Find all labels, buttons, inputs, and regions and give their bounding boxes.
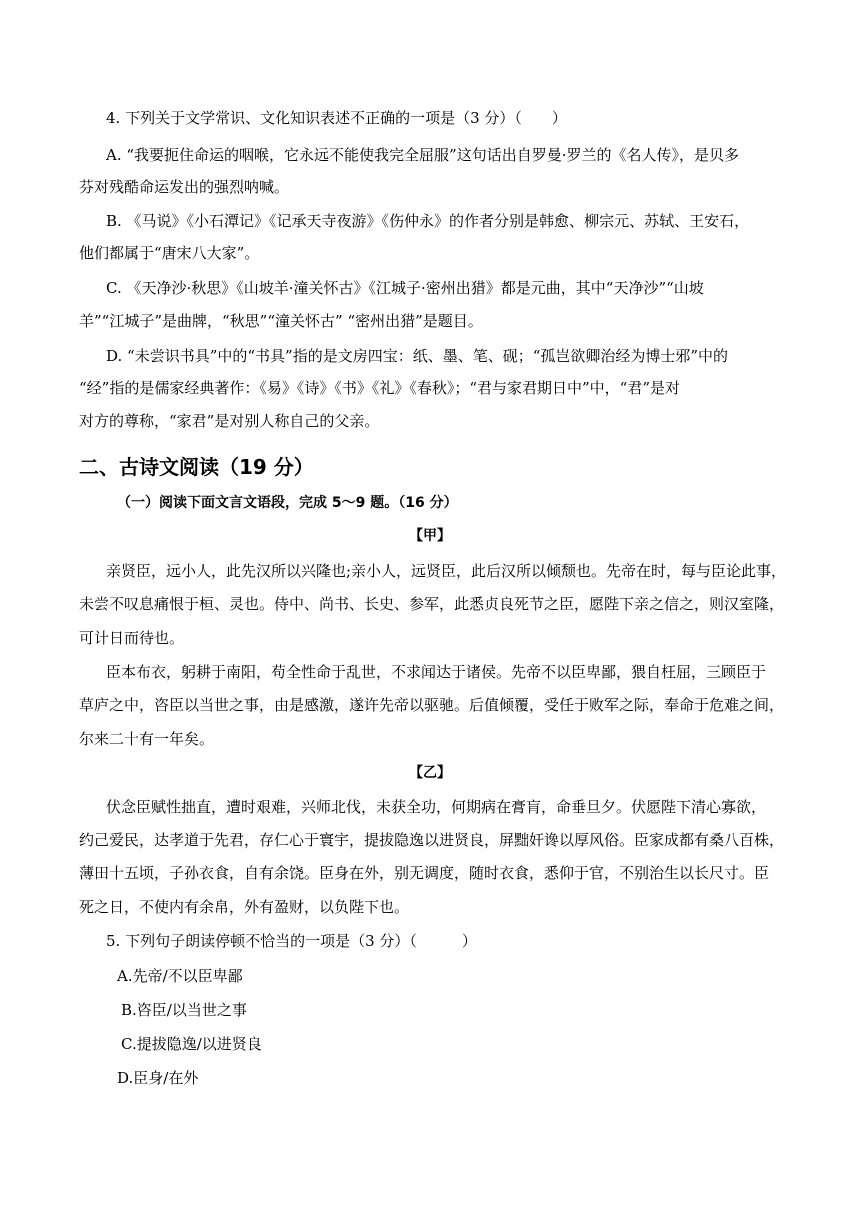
passage-yi-line-1: 伏念臣赋性拙直，遭时艰难，兴师北伐，未获全功，何期病在膏肓，命垂旦夕。伏愿陛下清心寡欲， [106, 798, 767, 816]
section-heading: 二、古诗文阅读（19 分） [79, 455, 314, 479]
question-5-option-d: D.臣身/在外 [117, 1069, 199, 1087]
passage-yi-line-4: 死之日，不使内有余帛，外有盈财，以负陛下也。 [79, 898, 410, 916]
passage-jia-p1-line-3: 可计日而待也。 [79, 629, 185, 647]
question-4-option-b-line-1: B. 《马说》《小石潭记》《记承天寺夜游》《伤仲永》的作者分别是韩愈、柳宗元、苏轼、王安石， [106, 212, 750, 230]
question-4-option-c-line-2: 羊”“江城子”是曲牌，“秋思”“潼关怀古” “密州出猎”是题目。 [79, 312, 483, 330]
passage-jia-label: 【甲】 [409, 528, 451, 544]
passage-yi-label: 【乙】 [409, 765, 451, 781]
passage-yi-line-2: 约己爱民，达孝道于先君，存仁心于寰宇，提拔隐逸以进贤良，屏黜奸谗以厚风俗。臣家成都有桑八百株， [79, 831, 785, 849]
passage-jia-p2-line-1: 臣本布衣，躬耕于南阳，苟全性命于乱世，不求闻达于诸侯。先帝不以臣卑鄙，猥自枉屈，三顾臣于 [106, 663, 767, 681]
question-4-option-c-line-1: C. 《天净沙·秋思》《山坡羊·潼关怀古》《江城子·密州出猎》都是元曲，其中“天净沙”“山坡 [106, 279, 704, 297]
question-4-option-d-line-2: “经”指的是儒家经典著作：《易》《诗》《书》《礼》《春秋》；“君与家君期日中”中，“君”是对 [79, 379, 681, 397]
passage-yi-line-3: 薄田十五顷，子孙衣食，自有余饶。臣身在外，别无调度，随时衣食，悉仰于官，不别治生以长尺寸。臣 [79, 864, 770, 882]
passage-jia-p1-line-2: 未尝不叹息痛恨于桓、灵也。侍中、尚书、长史、参军，此悉贞良死节之臣，愿陛下亲之信之，则汉室隆， [79, 595, 785, 613]
passage-jia-p2-line-3: 尔来二十有一年矣。 [79, 730, 215, 748]
question-5-stem: 5. 下列句子朗读停顿不恰当的一项是（3 分）（ ） [106, 932, 477, 950]
question-4-stem: 4. 下列关于文学常识、文化知识表述不正确的一项是（3 分）（ ） [106, 109, 567, 127]
question-4-option-b-line-2: 他们都属于“唐宋八大家”。 [79, 244, 260, 262]
question-5-option-b: B.咨臣/以当世之事 [121, 1001, 247, 1019]
question-5-option-c: C.提拔隐逸/以进贤良 [121, 1035, 262, 1053]
passage-jia-p1-line-1: 亲贤臣，远小人，此先汉所以兴隆也;亲小人，远贤臣，此后汉所以倾颓也。先帝在时，每与臣论此事， [106, 562, 787, 580]
question-4-option-d-line-1: D. “未尝识书具”中的“书具”指的是文房四宝：纸、墨、笔、砚；“孤岂欲卿治经为博士邪”中的 [106, 347, 729, 365]
question-4-option-a-line-1: A. “我要扼住命运的咽喉，它永远不能使我完全屈服”这句话出自罗曼·罗兰的《名人传》，是贝多 [106, 146, 739, 164]
question-5-option-a: A.先帝/不以臣卑鄙 [117, 967, 243, 985]
question-4-option-a-line-2: 芬对残酷命运发出的强烈呐喊。 [79, 178, 290, 196]
passage-jia-p2-line-2: 草庐之中，咨臣以当世之事，由是感激，遂许先帝以驱驰。后值倾覆，受任于败军之际，奉命于危难之间， [79, 696, 785, 714]
question-4-option-d-line-3: 对方的尊称，“家君”是对别人称自己的父亲。 [79, 412, 380, 430]
section-subheading: （一）阅读下面文言文语段，完成 5～9 题。（16 分） [117, 495, 458, 511]
